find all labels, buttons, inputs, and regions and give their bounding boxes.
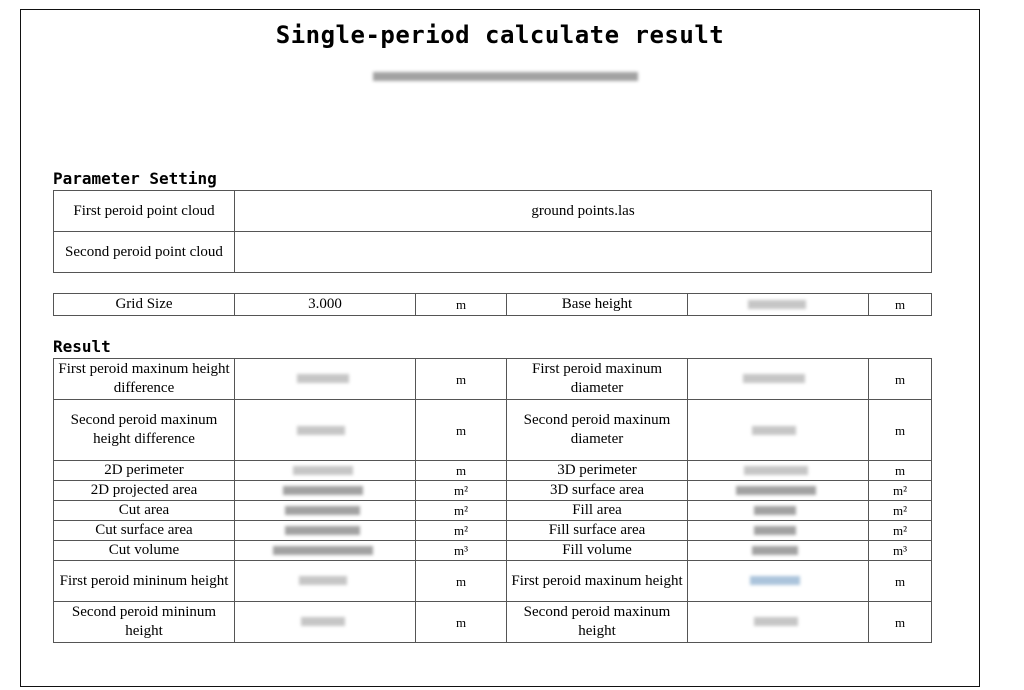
result-left-label: 2D perimeter bbox=[54, 461, 235, 481]
result-left-value bbox=[235, 521, 416, 541]
first-cloud-value: ground points.las bbox=[235, 191, 932, 232]
result-right-value bbox=[688, 501, 869, 521]
result-right-label: Fill area bbox=[507, 501, 688, 521]
result-right-unit: m³ bbox=[869, 541, 932, 561]
result-left-unit: m bbox=[416, 461, 507, 481]
result-right-value bbox=[688, 561, 869, 602]
result-left-label: Cut surface area bbox=[54, 521, 235, 541]
grid-size-unit: m bbox=[416, 294, 507, 316]
result-right-unit: m bbox=[869, 400, 932, 461]
result-right-label: First peroid maxinum height bbox=[507, 561, 688, 602]
result-right-label: Second peroid maxinum diameter bbox=[507, 400, 688, 461]
base-height-unit: m bbox=[869, 294, 932, 316]
grid-row bbox=[54, 294, 932, 316]
second-cloud-label: Second peroid point cloud bbox=[54, 232, 235, 273]
result-row bbox=[54, 501, 932, 521]
result-heading: Result bbox=[53, 337, 111, 356]
report-page bbox=[20, 9, 980, 687]
result-row bbox=[54, 521, 932, 541]
result-right-unit: m² bbox=[869, 501, 932, 521]
result-right-value bbox=[688, 359, 869, 400]
second-cloud-value bbox=[235, 232, 932, 273]
result-left-label: Cut area bbox=[54, 501, 235, 521]
result-row bbox=[54, 561, 932, 602]
result-table bbox=[53, 358, 932, 643]
result-right-value bbox=[688, 602, 869, 643]
result-left-label: First peroid mininum height bbox=[54, 561, 235, 602]
result-left-unit: m bbox=[416, 359, 507, 400]
result-left-value bbox=[235, 602, 416, 643]
result-right-value bbox=[688, 541, 869, 561]
result-left-value bbox=[235, 461, 416, 481]
result-right-unit: m² bbox=[869, 481, 932, 501]
result-right-unit: m bbox=[869, 461, 932, 481]
result-left-unit: m bbox=[416, 400, 507, 461]
base-height-value bbox=[688, 294, 869, 316]
result-left-unit: m³ bbox=[416, 541, 507, 561]
result-left-label: First peroid maxinum height difference bbox=[54, 359, 235, 400]
second-cloud-row bbox=[54, 232, 932, 273]
grid-size-value: 3.000 bbox=[235, 294, 416, 316]
result-left-unit: m bbox=[416, 561, 507, 602]
result-row bbox=[54, 541, 932, 561]
parameter-setting-heading: Parameter Setting bbox=[53, 169, 217, 188]
result-left-label: Second peroid mininum height bbox=[54, 602, 235, 643]
result-left-label: Second peroid maxinum height difference bbox=[54, 400, 235, 461]
result-right-value bbox=[688, 481, 869, 501]
result-right-label: Second peroid maxinum height bbox=[507, 602, 688, 643]
result-left-label: 2D projected area bbox=[54, 481, 235, 501]
result-right-unit: m bbox=[869, 561, 932, 602]
result-right-label: First peroid maxinum diameter bbox=[507, 359, 688, 400]
result-row bbox=[54, 461, 932, 481]
result-left-unit: m bbox=[416, 602, 507, 643]
result-left-value bbox=[235, 501, 416, 521]
result-row bbox=[54, 400, 932, 461]
result-right-label: Fill volume bbox=[507, 541, 688, 561]
result-right-label: Fill surface area bbox=[507, 521, 688, 541]
report-title: Single-period calculate result bbox=[275, 21, 725, 49]
result-left-unit: m² bbox=[416, 501, 507, 521]
result-row bbox=[54, 602, 932, 643]
result-left-value bbox=[235, 400, 416, 461]
result-right-unit: m bbox=[869, 602, 932, 643]
result-left-value bbox=[235, 481, 416, 501]
grid-size-label: Grid Size bbox=[54, 294, 235, 316]
result-right-value bbox=[688, 461, 869, 481]
report-datetime-redacted bbox=[373, 72, 638, 81]
result-left-value bbox=[235, 561, 416, 602]
result-left-unit: m² bbox=[416, 521, 507, 541]
result-left-label: Cut volume bbox=[54, 541, 235, 561]
point-cloud-table bbox=[53, 190, 932, 273]
result-right-value bbox=[688, 521, 869, 541]
result-left-value bbox=[235, 541, 416, 561]
result-right-unit: m bbox=[869, 359, 932, 400]
first-cloud-row bbox=[54, 191, 932, 232]
result-row bbox=[54, 481, 932, 501]
result-right-label: 3D surface area bbox=[507, 481, 688, 501]
grid-table bbox=[53, 293, 932, 316]
base-height-label: Base height bbox=[507, 294, 688, 316]
result-right-label: 3D perimeter bbox=[507, 461, 688, 481]
result-left-unit: m² bbox=[416, 481, 507, 501]
result-right-unit: m² bbox=[869, 521, 932, 541]
result-row bbox=[54, 359, 932, 400]
result-left-value bbox=[235, 359, 416, 400]
result-right-value bbox=[688, 400, 869, 461]
first-cloud-label: First peroid point cloud bbox=[54, 191, 235, 232]
